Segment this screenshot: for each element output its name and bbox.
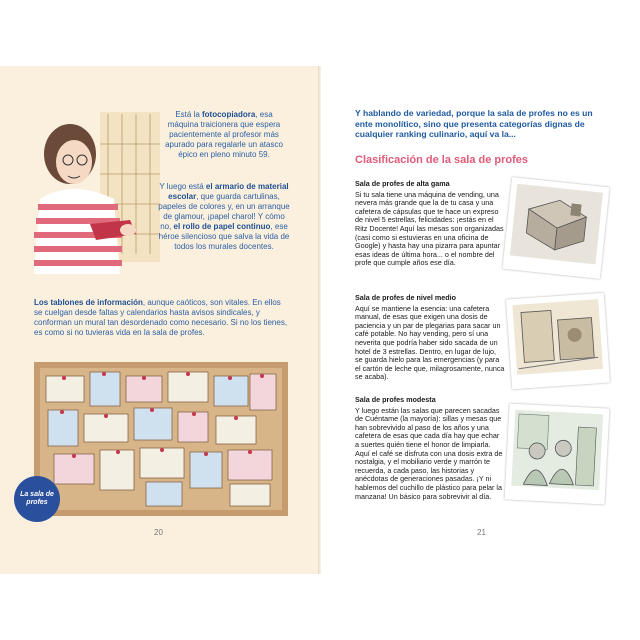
- section-modest: [355, 396, 505, 501]
- paragraph-photocopier: Está la fotocopiadora, esa máquina traicionera que espera pacientemente al profesor más apurado para regalarle un atasco épico en pleno minuto 59.: [165, 110, 283, 159]
- section-mid-level: [355, 294, 505, 382]
- section-title: Sala de profes de nivel medio: [355, 293, 457, 302]
- intro-text: Y hablando de variedad, porque la sala de profes no es un ente monolítico, sino que presenta categorías dignas de cualquier ranking culinario, aquí va la...: [355, 108, 593, 139]
- notice-board-illustration: [34, 362, 288, 516]
- photo-manual-coffee-maker: [506, 293, 610, 390]
- page-number-right: 21: [477, 528, 486, 537]
- right-page: [321, 66, 640, 574]
- section-text: Y luego están las salas que parecen sacadas de Cuéntame (la mayoría): sillas y mesas que han sobrevivido al paso de los años y una cafetera de esas que cada día hay que echar a suertes quién tiene el honor de limpiarla. Aquí el café se disfruta con una dosis extra de nostalgia, y el mobiliario verde y marrón te recuerda, a cada paso, las historias y anécdotas de generaciones pasadas. ¡Y ni hablemos del cuchillo de plástico para pelar la manzana! Un básico para sobrevivir al día.: [355, 405, 503, 501]
- section-text: Si tu sala tiene una máquina de vending, una nevera más grande que la de tu casa y una cafetera de cápsulas que te hace un expreso de nivel 5 estrellas, felicidades: ¡estás en el Ritz Docente! Aquí las mesas son organizadas (casi como si estuvieras en una oficina de Google) y hasta hay una pizarra para apuntar esas ideas de última hora... o el nombre del profe que cumple años ese día.: [355, 189, 504, 268]
- paragraph-supplies-cabinet: Y luego está el armario de material escolar, que guarda cartulinas, papeles de colores y, en un arranque de glamour, ¡papel charol! Y cómo no, el rollo de papel continuo, ese héroe silencioso que salva la vida de todos los murales docentes.: [158, 182, 290, 251]
- teacher-illustration: [30, 104, 160, 274]
- left-page: [0, 66, 319, 574]
- section-badge: La sala de profes: [14, 476, 60, 522]
- section-text: Aquí se mantiene la esencia: una cafetera manual, de esas que exigen una dosis de paciencia y un par de plegarias para sacar un café potable. No hay vending, pero sí una neverita que podría haber sido sacada de un hotel de 3 estrellas. Dentro, en lugar de lujo, se guarda hielo para las emergencias (y para el cartón de leche que, milagrosamente, nunca se acaba).: [355, 303, 505, 382]
- section-title: Sala de profes de alta gama: [355, 179, 450, 188]
- photo-modest-room: [505, 403, 610, 504]
- page-number-left: 20: [154, 528, 163, 537]
- section-title: Sala de profes modesta: [355, 395, 436, 404]
- photo-coffee-machine: [502, 177, 609, 279]
- paragraph-notice-boards: Los tablones de información, aunque caóticos, son vitales. En ellos se cuelgan desde faltas y calendarios hasta avisos sindicales, y conforman un mural tan desordenado como necesario. Si no los tienes, es como si no tuvieras vida en la sala de profes.: [34, 298, 288, 337]
- classification-heading: Clasificación de la sala de profes: [355, 154, 529, 166]
- section-high-end: [355, 180, 505, 268]
